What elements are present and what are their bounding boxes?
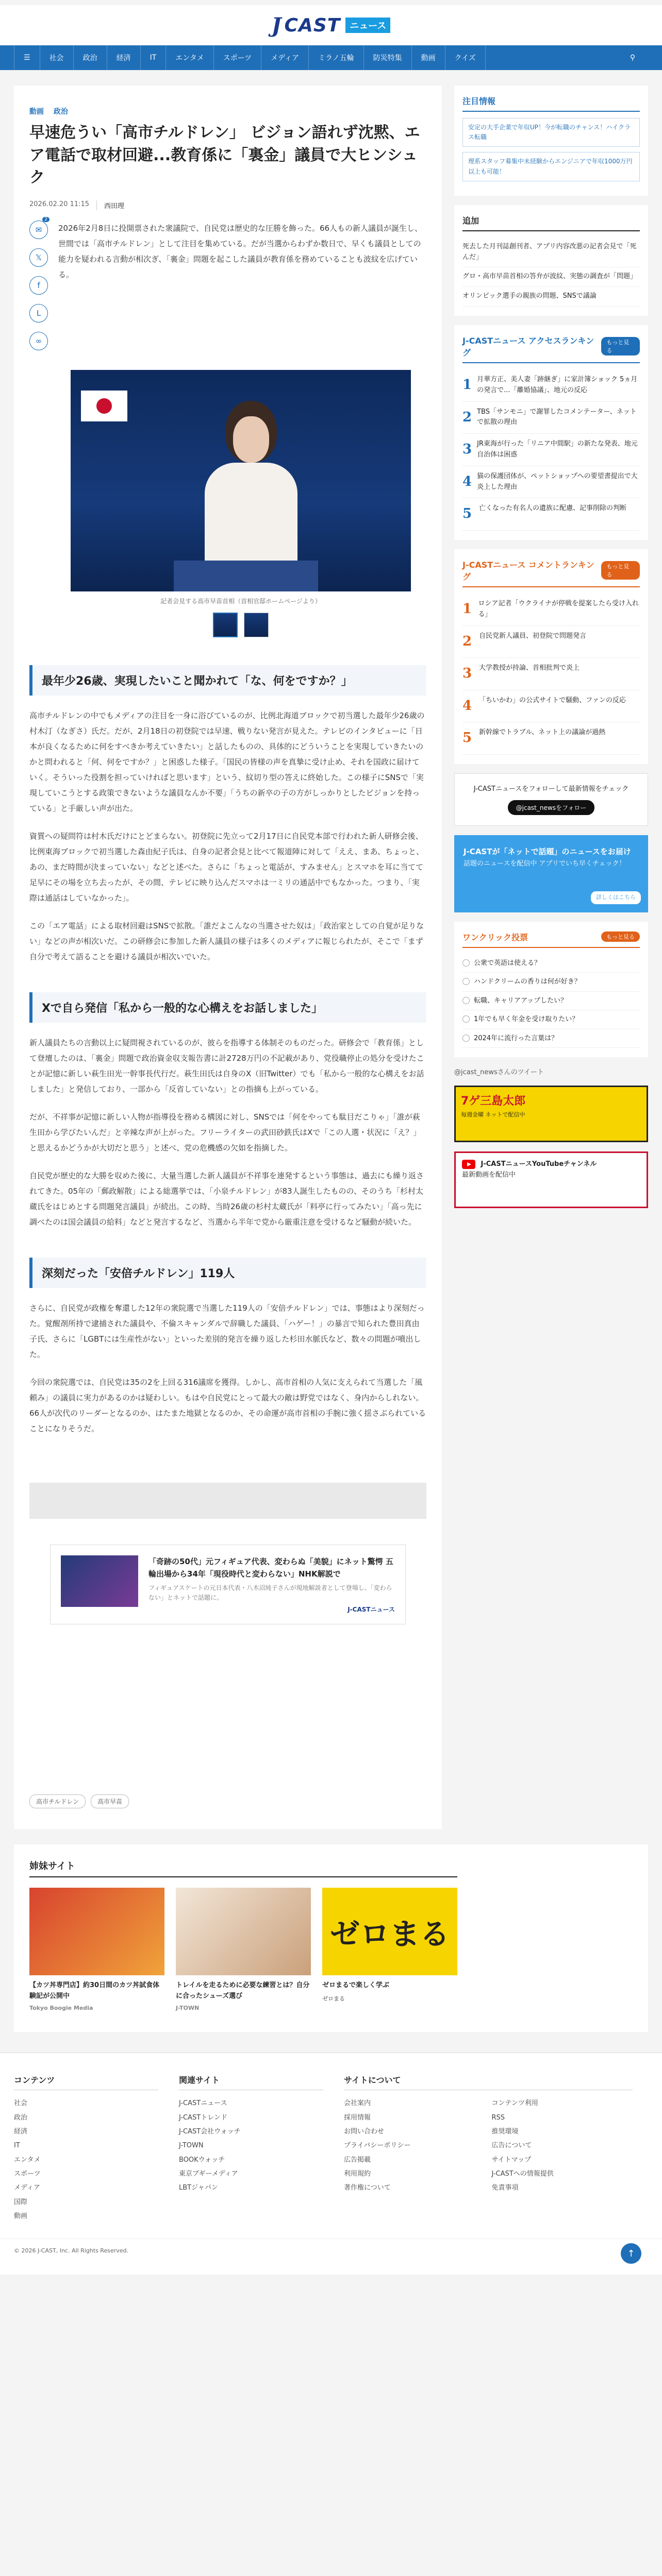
sister-sites (0, 1844, 662, 2032)
nav-video[interactable]: 動画 (412, 45, 445, 70)
article-lead: 2026年2月8日に投開票された衆議院で、自民党は歴史的な圧勝を飾った。66人もの新人議員が誕生し、世間では「高市チルドレン」として注目を集めている。だが当選からわずか数日で、早くも議員としての能力を疑われる言動が相次ぎ、「裏金」問題を起こした議員が教育係を務めていることも波紋を広げている。 (58, 223, 423, 279)
section-heading-2: Xで自ら発信「私から一般的な心構えをお話しました」 (29, 992, 426, 1023)
comment-ranking-title (462, 558, 640, 587)
notice-link-1[interactable]: 安定の大手企業で年収UP！今が転職のチャンス！ハイクラス転職 (462, 118, 640, 147)
logo-news: ニュース (345, 18, 390, 33)
footer-link[interactable]: RSS (491, 2113, 505, 2122)
site-logo[interactable] (272, 13, 391, 38)
site-footer (0, 2053, 662, 2239)
ranking-item[interactable]: 1 月華方正、美人妻「跡継ぎ」に家計簿ショック 5ヵ月の発言で...「離婚協議」、地元の反応 (462, 369, 640, 402)
photo-podium (174, 561, 318, 591)
footer-link[interactable]: エンタメ (14, 2156, 41, 2164)
promo-banner-1-title: 7ゲ三島太郎 (461, 1095, 526, 1108)
access-ranking-more-button[interactable]: もっと見る (601, 337, 640, 355)
footer-link[interactable]: J-CASTトレンド (179, 2113, 227, 2122)
top-strip (0, 0, 662, 5)
app-banner-title: J-CASTが「ネットで話題」のニュースをお届け (464, 846, 631, 856)
search-icon[interactable]: ⚲ (630, 54, 636, 62)
ranking-item[interactable]: 3 大学教授が持論、首相批判で炎上 (462, 658, 640, 690)
sister-card-image (176, 1888, 311, 1975)
notice-title: 注目情報 (462, 95, 640, 112)
sister-card-image (29, 1888, 164, 1975)
youtube-banner-title: J-CASTニュースYouTubeチャンネル (481, 1160, 597, 1168)
photo-thumb-2[interactable] (244, 613, 269, 637)
youtube-icon (462, 1160, 475, 1169)
poll-title (462, 931, 640, 948)
follow-text: J-CASTニュースをフォローして最新情報をチェック (473, 785, 629, 793)
radio-icon (462, 1035, 470, 1042)
access-ranking-label: J-CASTニュース アクセスランキング (462, 335, 594, 358)
footer-link[interactable]: 動画 (14, 2212, 28, 2220)
ranking-item[interactable]: 4 「ちいかわ」の公式サイトで騒動、ファンの反応 (462, 690, 640, 723)
youtube-banner-sub: 最新動画を配信中 (462, 1171, 516, 1179)
nav-quiz[interactable]: クイズ (445, 45, 486, 70)
sister-card-brand: J-TOWN (176, 2005, 200, 2012)
article-title: 早速危うい「高市チルドレン」 ビジョン語れず沈黙、エア電話で取材回避...教育係に「裏金」議員で大ヒンシュク (29, 124, 420, 187)
poll-item[interactable]: 転職、キャリアアップしたい？ (462, 992, 640, 1011)
footer-link[interactable]: BOOKウォッチ (179, 2156, 225, 2164)
app-banner-cta: 詳しくはこちら (591, 891, 641, 904)
logo-j: J (271, 13, 282, 38)
notice-box (454, 86, 648, 196)
category-video[interactable]: 動画 (29, 108, 44, 116)
poll-item[interactable]: ハンドクリームの香りは何が好き？ (462, 973, 640, 992)
photo-thumb-1[interactable] (213, 613, 238, 637)
copyright (0, 2239, 662, 2275)
footer-link[interactable]: 政治 (14, 2113, 28, 2122)
pickup-title: 追加 (462, 214, 640, 231)
access-ranking-title (462, 334, 640, 363)
article (14, 86, 442, 1829)
related-article-title: 「奇跡の50代」元フィギュア代表、変わらぬ「美貌」にネット驚愕 五輪出場から34年「現役時代と変わらない」NHK解説で (148, 1556, 393, 1579)
paragraph: だが、不祥事が記憶に新しい人物が指導役を務める構図に対し、SNSでは「何をやっても駄目だこりゃ」「誰が萩生田から学びたいんだ」と辛辣な声が上がった。フリーライターの武田砂鉄氏はXで「この人選・状況に「え？」と思えるかどうかが大切だと思う」と述べ、党の危機感の欠如を指摘した。 (29, 1112, 421, 1153)
paragraph: 資質への疑問符は村木氏だけにとどまらない。初登院に先立って2月17日に自民党本部で行われた新人研修会後、比例東海ブロックで初当選した森由紀子氏は、自身の記者会見と比べて報道陣に対して「ええ、まあ、ちょっと、あの、まだ時間が決まっていない」などと述べた。さらに「ちょっと電話が、すみません」とスマホを耳に当てて足早にその場を立ち去ったが、その間、テレビに映り込んだスマホは一ミリの通話中でもなかった。つまり、「実際は通話はしていなかった」。 (29, 831, 424, 903)
footer-link[interactable]: 免責事項 (491, 2184, 519, 2192)
paragraph: この「エア電話」による取材回避はSNSで拡散。「誰だよこんなの当選させた奴は」「政治家としての自覚が足りない」などの声が相次いだ。この研修会に参加した新人議員の様子は多くのメディアに報じられたが、そこで「まず自分で考えて語ることを避ける議員が相次いでいた。 (29, 921, 424, 961)
footer-link[interactable]: スポーツ (14, 2170, 41, 2178)
sister-card-title: ゼロまるで楽しく学ぶ (322, 1981, 389, 1989)
radio-icon (462, 959, 470, 967)
footer-link[interactable]: J-TOWN (179, 2142, 204, 2150)
tag-takaichi-children[interactable]: 高市チルドレン (29, 1794, 86, 1808)
footer-col-about (344, 2074, 633, 2223)
sister-card-title: トレイルを走るために必要な練習とは？自分に合ったシューズ選び (176, 1981, 310, 2000)
copyright-text: © 2026 J-CAST, Inc. All Rights Reserved. (14, 2247, 128, 2255)
nav-economy[interactable]: 経済 (107, 45, 141, 70)
footer-link[interactable]: サイトマップ (491, 2156, 532, 2164)
footer-link[interactable]: メディア (14, 2184, 40, 2192)
related-article-card[interactable] (50, 1545, 406, 1624)
related-article-brand: J-CASTニュース (347, 1605, 395, 1613)
footer-col-title: 関連サイト (179, 2074, 323, 2090)
poll-item[interactable]: 1年でも早く年金を受け取りたい？ (462, 1010, 640, 1029)
ranking-item[interactable]: 2 自民党新人議員、初登院で問題発言 (462, 626, 640, 658)
app-banner-body: 話題のニュースを配信中 アプリでいち早くチェック！ (464, 860, 626, 868)
footer-link[interactable]: お問い合わせ (344, 2128, 385, 2136)
footer-col-related (179, 2074, 323, 2223)
footer-col-title: コンテンツ (14, 2074, 158, 2090)
radio-icon (462, 978, 470, 985)
footer-link[interactable]: IT (14, 2142, 20, 2150)
poll-label: ワンクリック投票 (462, 932, 528, 942)
main-image[interactable] (71, 370, 411, 591)
comment-ranking (454, 549, 648, 764)
footer-link[interactable]: 国際 (14, 2198, 28, 2206)
notice-link-2[interactable]: 理系スタッフ募集中未経験からエンジニアで年収1000万円以上も可能！ (462, 152, 640, 181)
comment-icon[interactable]: ✉ 2 (29, 221, 48, 239)
sister-sites-title: 姉妹サイト (29, 1859, 457, 1877)
youtube-banner[interactable] (454, 1151, 648, 1208)
comment-ranking-more-button[interactable]: もっと見る (601, 561, 640, 580)
footer-link[interactable]: LBTジャパン (179, 2184, 218, 2192)
footer-link[interactable]: コンテンツ利用 (491, 2099, 538, 2108)
share-count: 2 (42, 217, 49, 222)
facebook-share-icon[interactable]: f (29, 276, 48, 295)
nav-sports[interactable]: スポーツ (214, 45, 261, 70)
sister-card[interactable] (176, 1888, 311, 2012)
article-photo (71, 370, 411, 637)
ranking-item[interactable]: 1 ロシア記者「ウクライナが停戦を提案したら受け入れる」 (462, 594, 640, 626)
footer-link[interactable]: 採用情報 (344, 2113, 371, 2122)
nav-it[interactable]: IT (141, 45, 167, 70)
footer-link[interactable]: J-CAST会社ウォッチ (179, 2128, 241, 2136)
tweets-link[interactable]: @jcast_newsさんのツイート (454, 1069, 544, 1077)
photo-flag (81, 391, 127, 421)
article-date: 2026.02.20 11:15 (29, 200, 90, 208)
footer-link[interactable]: 広告について (491, 2142, 532, 2150)
article-categories (29, 106, 426, 116)
pickup-item[interactable]: オリンピック選手の親族の問題、SNSで議論 (462, 287, 640, 307)
footer-link[interactable]: 利用規約 (344, 2170, 371, 2178)
section-heading-3: 深刻だった「安倍チルドレン」119人 (29, 1258, 426, 1288)
follow-box (454, 773, 648, 826)
sister-card[interactable] (322, 1888, 457, 2012)
footer-link[interactable]: 社会 (14, 2099, 28, 2108)
nav-disaster[interactable]: 防災特集 (364, 45, 412, 70)
nav-olympics[interactable]: ミラノ五輪 (309, 45, 364, 70)
nav-social[interactable]: 社会 (40, 45, 74, 70)
logo-cast: CAST (284, 14, 341, 36)
x-share-icon[interactable]: 𝕏 (29, 248, 48, 267)
paragraph: さらに、自民党が政権を奪還した12年の衆院選で当選した119人の「安倍チルドレン」では、事態はより深刻だった。覚醒剤所持で逮捕された議員や、不倫スキャンダルで辞職した議員、「ハゲー！」の暴言で知られた豊田真由子氏、さらに「LGBTには生産性がない」といった差別的発言を繰り返した杉田水脈氏など、数々の問題が噴出した。 (29, 1303, 425, 1359)
photo-caption: 記者会見する高市早苗首相（首相官邸ホームページより） (160, 597, 321, 605)
link-copy-icon[interactable]: ∞ (29, 332, 48, 350)
footer-link[interactable]: 経済 (14, 2128, 28, 2136)
photo-thumbs (71, 613, 411, 637)
related-article-image (61, 1555, 138, 1607)
site-header (0, 5, 662, 45)
sidebar (454, 86, 648, 1829)
sister-card-brand: Tokyo Boogie Media (29, 2005, 93, 2012)
article-author[interactable]: 西田理 (96, 200, 124, 210)
footer-link[interactable]: J-CASTへの情報提供 (491, 2170, 554, 2178)
radio-icon (462, 997, 470, 1004)
ranking-item[interactable]: 3 JR東海が行った「リニア中間駅」の新たな発表、地元自治体は困惑 (462, 434, 640, 466)
footer-link[interactable]: J-CASTニュース (179, 2099, 227, 2108)
nav-entame[interactable]: エンタメ (166, 45, 213, 70)
nav-media[interactable]: メディア (261, 45, 309, 70)
promo-banner-1-sub: 毎週金曜 ネットで配信中 (461, 1111, 525, 1118)
footer-col-contents (14, 2074, 158, 2223)
paragraph: 新人議員たちの言動以上に疑問視されているのが、彼らを指導する体制そのものだった。研修会で「教育係」として登壇したのは、「裏金」問題で政治資金収支報告書に計2728万円の不記載があり、党役職停止の処分を受けたことが記憶に新しい萩生田光一幹事長代行だ。萩生田氏は自身のX（旧Twitter）でも「私から一般的な心構えをお話しました」と発信しており、一部から「反省していない」との指摘も上がっている。 (29, 1038, 424, 1094)
paragraph: 自民党が歴史的な大勝を収めた後に、大量当選した新人議員が不祥事を連発するという事態は、過去にも繰り返されてきた。05年の「郵政解散」による総選挙では、「小泉チルドレン」が83人誕生したものの、そのうち「杉村太蔵氏をはじめとする問題発言議員」が続出。この時、当時26歳の杉村太蔵氏が「料亭に行ってみたい」「高っ先に調べたのは国会議員の給料」などと発言するなど、当選から半年で党から厳重注意を受けるなど騒動が続いた。 (29, 1171, 424, 1227)
article-tags (29, 1794, 426, 1808)
poll-more-button[interactable]: もっと見る (601, 931, 640, 942)
radio-icon (462, 1015, 470, 1023)
poll-item[interactable]: 2024年に流行った言葉は？ (462, 1029, 640, 1048)
main-nav (0, 45, 662, 70)
app-banner[interactable] (454, 835, 648, 912)
paragraph: 今回の衆院選では、自民党は35の2を上回る316議席を獲得。しかし、高市首相の人気に支えられて当選した「風頼み」の議員に実力があるのかは疑わしい。もはや自民党にとって最大の敵は野党ではなく、身内からしれない。66人が次代のリーダーとなるのか、はたまた地獄となるのか、その命運が高市首相の手腕に強く揺さぶられていることになりそうだ。 (29, 1377, 426, 1433)
pickup-item[interactable]: 死去した月刊誌創刊者、アプリ内容改悪の記者会見で「死んだ」 (462, 238, 640, 268)
footer-link[interactable]: 広告掲載 (344, 2156, 371, 2164)
related-article-desc: フィギュアスケートの元日本代表・八木沼純子さんが現地解説者として登場し、「変わらない」とネットで話題に。 (148, 1584, 392, 1601)
promo-banner-1[interactable] (454, 1086, 648, 1142)
section-heading-1: 最年少26歳、実現したいこと聞かれて「な、何をですか？」 (29, 665, 426, 696)
pickup-box (454, 205, 648, 316)
comment-ranking-label: J-CASTニュース コメントランキング (462, 560, 594, 582)
nav-politics[interactable]: 政治 (74, 45, 107, 70)
footer-link[interactable]: 会社案内 (344, 2099, 371, 2108)
menu-icon[interactable]: ☰ (14, 45, 40, 70)
article-meta (29, 200, 426, 210)
ad-slot (29, 1483, 426, 1519)
access-ranking (454, 325, 648, 540)
ranking-item[interactable]: 4 猫の保護団体が、ペットショップへの要望書提出で大炎上した理由 (462, 466, 640, 499)
footer-link[interactable]: 推奨環境 (491, 2128, 519, 2136)
footer-col-title: サイトについて (344, 2074, 633, 2090)
ranking-item[interactable]: 5 新幹線でトラブル、ネット上の議論が過熱 (462, 722, 640, 755)
footer-link[interactable]: 著作権について (344, 2184, 391, 2192)
sister-card-image: ゼロまる (322, 1888, 457, 1975)
back-to-top-icon[interactable]: ↑ (621, 2243, 641, 2264)
x-follow-button[interactable]: @jcast_newsをフォロー (508, 800, 595, 815)
paragraph: 高市チルドレンの中でもメディアの注目を一身に浴びているのが、比例北海道ブロックで初当選した最年少26歳の村木汀（なぎさ）氏だ。だが、2月18日の初登院では早速、戦りない発言が見えた。テレビのインタビューに「日本が良くなるために何をすべきか考えていきたい」と話したものの、具体的にどういうことを実現していきたいのかと問われると「何、何をですか？」と困惑した様子。「国民の皆様の声を真摯に受け止め、それを国政に届けていく。そういった役割を担っていければと思います」という、紋切り型の答えに終始した。この様子にSNSで「実現していこうとする政策できないような議員なんか不要」「うちの新卒の子の方がしっかりとしたビジョンを持っている」と手厳しい声が出た。 (29, 710, 425, 813)
sister-card[interactable] (29, 1888, 164, 2012)
tag-takaichi-sanae[interactable]: 高市早苗 (91, 1794, 129, 1808)
sister-card-brand: ゼロまる (322, 1995, 345, 2002)
share-bar (29, 216, 48, 350)
footer-link[interactable]: 東京ブギーメディア (179, 2170, 238, 2178)
ranking-item[interactable]: 5 亡くなった有名人の遺族に配慮、記事削除の判断 (462, 498, 640, 531)
footer-link[interactable]: プライバシーポリシー (344, 2142, 411, 2150)
sister-card-title: 【カツ丼専門店】約30日間のカツ丼試食体験記が公開中 (29, 1981, 160, 2000)
line-share-icon[interactable]: L (29, 304, 48, 323)
ranking-item[interactable]: 2 TBS「サンモニ」で謝罪したコメンテーター、ネットで拡散の理由 (462, 402, 640, 434)
category-politics[interactable]: 政治 (53, 108, 68, 116)
poll-item[interactable]: 公衆で英語は使える？ (462, 954, 640, 973)
poll-box (454, 922, 648, 1058)
pickup-item[interactable]: グロ・高市早苗首相の答弁が波紋、実態の調査が「問題」 (462, 267, 640, 287)
